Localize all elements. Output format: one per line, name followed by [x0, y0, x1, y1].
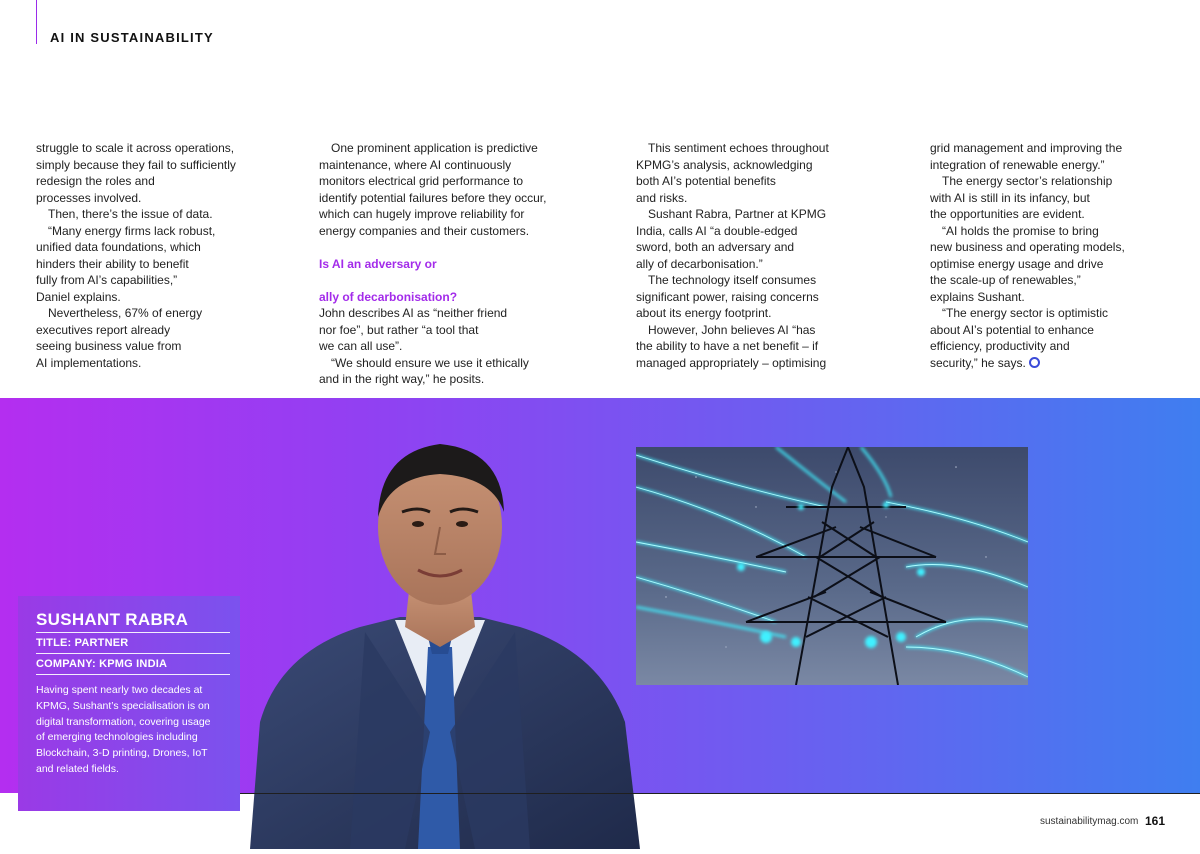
article-column-2 [319, 140, 579, 388]
divider [36, 674, 230, 675]
text-line: “AI holds the promise to bring [942, 223, 1099, 238]
article-column-4 [930, 140, 1170, 371]
text-line: new business and operating models, [930, 240, 1125, 254]
text-line: identify potential failures before they occur, [319, 190, 547, 205]
text-line: seeing business value from [36, 339, 182, 353]
text-line: managed appropriately – optimising [636, 355, 827, 370]
text-line: One prominent application is predictive [331, 141, 538, 155]
text-line: struggle to scale it across operations, [36, 141, 235, 155]
text-line: with AI is still in its infancy, but [930, 190, 1090, 205]
divider [36, 653, 230, 654]
footer-rule [240, 793, 1200, 794]
text-line: about its energy footprint. [636, 306, 772, 320]
text-line: “Many energy firms lack robust, [48, 223, 216, 238]
text-line: executives report already [36, 322, 171, 337]
text-line: unified data foundations, which [36, 240, 201, 254]
person-portrait [230, 432, 650, 849]
portrait-photo [230, 432, 650, 849]
text-line: explains Sushant. [930, 289, 1025, 304]
text-line: “The energy sector is optimistic [942, 306, 1109, 320]
text-line: processes involved. [36, 190, 142, 205]
text-line: AI implementations. [36, 355, 142, 370]
article-end-icon [1029, 357, 1040, 368]
text-line: KPMG’s analysis, acknowledging [636, 157, 813, 172]
article-column-1 [36, 140, 281, 371]
subheading: ally of decarbonisation? [319, 289, 458, 304]
text-line: Sushant Rabra, Partner at KPMG [648, 207, 827, 221]
text-line: we can all use”. [319, 339, 403, 353]
text-line: However, John believes AI “has [648, 322, 816, 337]
subheading: Is AI an adversary or [319, 256, 437, 271]
power-pylon-photo [636, 447, 1028, 685]
text-line: security,” he says. [930, 355, 1026, 370]
page-number: 161 [1145, 814, 1166, 828]
text-line: Nevertheless, 67% of energy [48, 306, 203, 320]
text-line: maintenance, where AI continuously [319, 157, 512, 172]
text-line: India, calls AI “a double-edged [636, 223, 798, 238]
text-line: monitors electrical grid performance to [319, 174, 524, 188]
text-line: and in the right way,” he posits. [319, 372, 485, 386]
text-line: the opportunities are evident. [930, 207, 1085, 221]
text-line: The technology itself consumes [648, 273, 817, 287]
text-line: fully from AI’s capabilities,” [36, 273, 178, 287]
article-column-3 [636, 140, 896, 371]
profile-title: TITLE: PARTNER [36, 637, 129, 649]
text-line: which can hugely improve reliability for [319, 207, 525, 221]
text-line: significant power, raising concerns [636, 289, 819, 304]
text-line: energy companies and their customers. [319, 223, 530, 238]
text-line: integration of renewable energy.” [930, 157, 1105, 172]
text-line: This sentiment echoes throughout [648, 141, 829, 155]
text-line: grid management and improving the [930, 141, 1123, 155]
footer-site: sustainabilitymag.com [1040, 816, 1139, 827]
text-line-final [930, 355, 1170, 372]
text-line: about AI’s potential to enhance [930, 322, 1094, 337]
text-line: the ability to have a net benefit – if [636, 339, 819, 353]
text-line: ally of decarbonisation.” [636, 256, 763, 271]
text-line: sword, both an adversary and [636, 240, 795, 254]
text-line: the scale-up of renewables,” [930, 273, 1081, 287]
text-line: “We should ensure we use it ethically [331, 355, 529, 370]
text-line: The energy sector’s relationship [942, 174, 1113, 188]
profile-bio: Having spent nearly two decades at KPMG, Sushant’s specialisation is on digital transformation, covering usage of emerging technologies including Blockchain, 3-D printing, Drones, IoT and related fields. [36, 684, 211, 775]
top-rule [36, 0, 37, 44]
text-line: redesign the roles and [36, 174, 155, 188]
profile-name: SUSHANT RABRA [36, 610, 189, 629]
divider [36, 632, 230, 633]
text-line: Then, there’s the issue of data. [48, 207, 213, 221]
text-line: both AI’s potential benefits [636, 174, 776, 188]
text-line: nor foe”, but rather “a tool that [319, 322, 479, 337]
power-pylon-image [636, 447, 1028, 685]
section-label: AI IN SUSTAINABILITY [50, 30, 214, 45]
text-line: John describes AI as “neither friend [319, 306, 508, 320]
text-line: and risks. [636, 190, 688, 205]
text-line: optimise energy usage and drive [930, 256, 1104, 271]
text-line: hinders their ability to benefit [36, 256, 189, 271]
profile-company: COMPANY: KPMG INDIA [36, 658, 168, 670]
text-line: simply because they fail to sufficiently [36, 157, 236, 172]
text-line: efficiency, productivity and [930, 339, 1070, 353]
text-line: Daniel explains. [36, 289, 121, 304]
